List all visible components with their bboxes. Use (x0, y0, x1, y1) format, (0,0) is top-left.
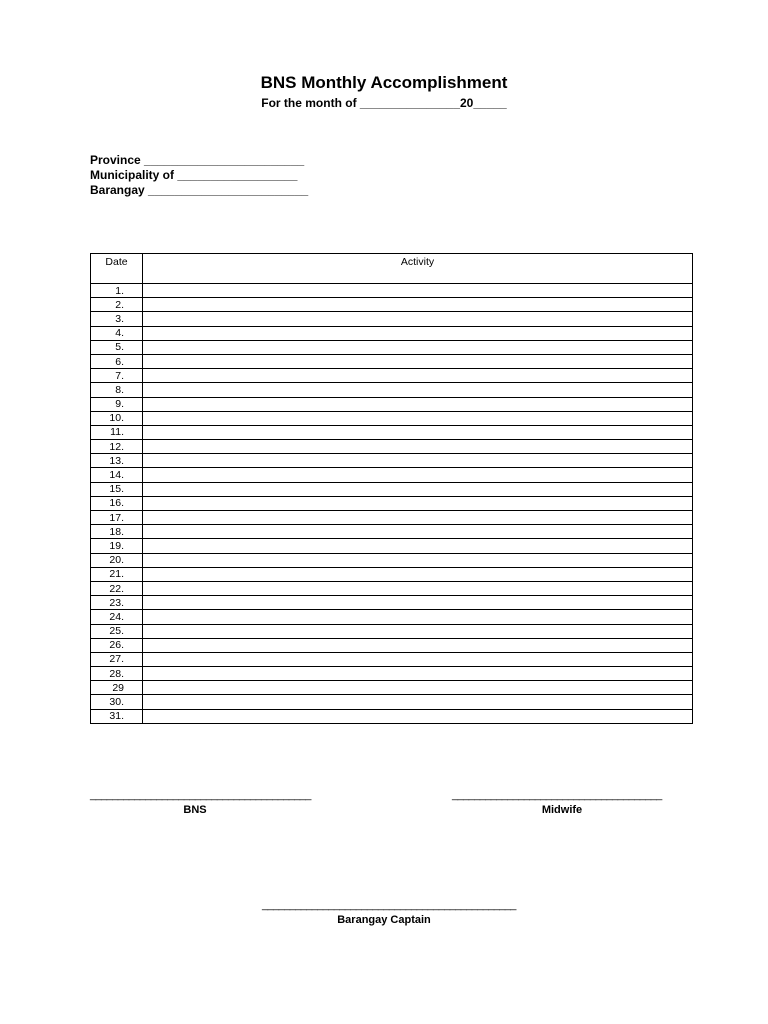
activity-cell (143, 567, 693, 581)
date-cell: 5. (91, 340, 143, 354)
date-cell: 29 (91, 681, 143, 695)
table-row (91, 369, 693, 383)
date-cell: 27. (91, 652, 143, 666)
date-cell: 13. (91, 454, 143, 468)
table-body (91, 284, 693, 724)
table-row (91, 482, 693, 496)
activity-cell (143, 326, 693, 340)
activity-cell (143, 652, 693, 666)
date-cell: 15. (91, 482, 143, 496)
midwife-signature-line: ______________________________________ (452, 789, 662, 801)
table-row (91, 496, 693, 510)
activity-cell (143, 425, 693, 439)
activity-cell (143, 411, 693, 425)
activity-cell (143, 496, 693, 510)
municipality-field: Municipality of __________________ (90, 168, 298, 182)
midwife-label: Midwife (541, 804, 583, 816)
date-cell: 9. (91, 397, 143, 411)
date-cell: 18. (91, 525, 143, 539)
date-cell: 6. (91, 354, 143, 368)
date-cell: 16. (91, 496, 143, 510)
activity-cell (143, 454, 693, 468)
date-cell: 10. (91, 411, 143, 425)
table-row (91, 525, 693, 539)
date-cell: 30. (91, 695, 143, 709)
table-row (91, 638, 693, 652)
date-cell: 25. (91, 624, 143, 638)
date-cell: 3. (91, 312, 143, 326)
captain-label: Barangay Captain (337, 914, 431, 926)
date-column-header: Date (91, 254, 143, 284)
activity-cell (143, 681, 693, 695)
table-row (91, 425, 693, 439)
activity-cell (143, 397, 693, 411)
activity-cell (143, 695, 693, 709)
activity-cell (143, 340, 693, 354)
table-row (91, 411, 693, 425)
date-cell: 19. (91, 539, 143, 553)
month-line: For the month of _______________20_____ (261, 96, 507, 110)
activity-cell (143, 298, 693, 312)
table-row (91, 681, 693, 695)
activity-cell (143, 624, 693, 638)
activity-cell (143, 610, 693, 624)
table-row (91, 511, 693, 525)
date-cell: 31. (91, 709, 143, 723)
table-row (91, 440, 693, 454)
table-row (91, 539, 693, 553)
table-row (91, 624, 693, 638)
activity-cell (143, 638, 693, 652)
activity-column-header: Activity (143, 254, 693, 284)
activity-cell (143, 312, 693, 326)
activity-cell (143, 539, 693, 553)
barangay-field: Barangay ________________________ (90, 183, 309, 197)
table-row (91, 354, 693, 368)
activity-cell (143, 468, 693, 482)
table-row (91, 312, 693, 326)
date-cell: 11. (91, 425, 143, 439)
date-cell: 12. (91, 440, 143, 454)
accomplishment-table (90, 253, 693, 724)
table-row (91, 383, 693, 397)
table-row (91, 468, 693, 482)
activity-cell (143, 511, 693, 525)
table-row (91, 709, 693, 723)
activity-cell (143, 284, 693, 298)
activity-cell (143, 440, 693, 454)
activity-cell (143, 354, 693, 368)
date-cell: 1. (91, 284, 143, 298)
table-row (91, 581, 693, 595)
activity-cell (143, 596, 693, 610)
table-row (91, 610, 693, 624)
date-cell: 4. (91, 326, 143, 340)
table-row (91, 454, 693, 468)
date-cell: 14. (91, 468, 143, 482)
table-row (91, 284, 693, 298)
captain-signature-line: ______________________________________________ (262, 899, 516, 911)
date-cell: 8. (91, 383, 143, 397)
table-row (91, 340, 693, 354)
date-cell: 24. (91, 610, 143, 624)
table-header-row (91, 254, 693, 284)
table-row (91, 567, 693, 581)
province-field: Province ________________________ (90, 153, 305, 167)
bns-label: BNS (183, 804, 207, 816)
table-row (91, 596, 693, 610)
bns-signature-line: ________________________________________ (90, 789, 311, 801)
date-cell: 17. (91, 511, 143, 525)
date-cell: 23. (91, 596, 143, 610)
table-row (91, 652, 693, 666)
activity-cell (143, 667, 693, 681)
table-row (91, 298, 693, 312)
activity-cell (143, 482, 693, 496)
date-cell: 28. (91, 667, 143, 681)
table-row (91, 695, 693, 709)
table-row (91, 397, 693, 411)
activity-cell (143, 525, 693, 539)
activity-cell (143, 581, 693, 595)
date-cell: 26. (91, 638, 143, 652)
date-cell: 21. (91, 567, 143, 581)
activity-cell (143, 383, 693, 397)
table-row (91, 667, 693, 681)
date-cell: 20. (91, 553, 143, 567)
table-row (91, 326, 693, 340)
activity-cell (143, 553, 693, 567)
table-row (91, 553, 693, 567)
date-cell: 22. (91, 581, 143, 595)
activity-cell (143, 709, 693, 723)
document-title: BNS Monthly Accomplishment (260, 73, 508, 92)
activity-cell (143, 369, 693, 383)
date-cell: 7. (91, 369, 143, 383)
date-cell: 2. (91, 298, 143, 312)
